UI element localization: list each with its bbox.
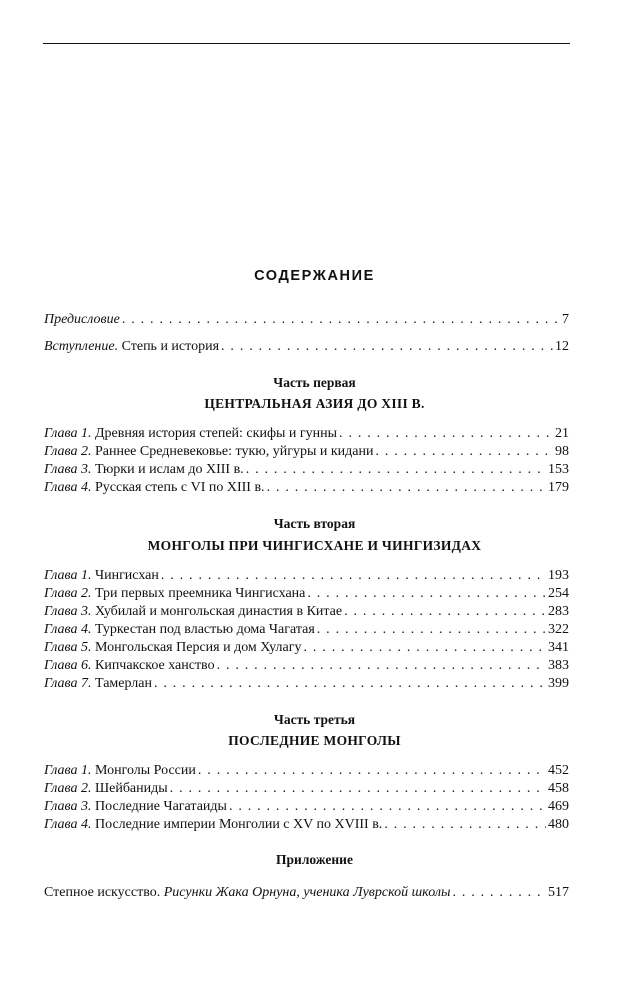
toc-entry-chapter[interactable]: [44, 443, 569, 461]
toc-entry-chapter[interactable]: [44, 621, 569, 639]
leader-dots: [221, 338, 553, 356]
leader-dots: [170, 780, 546, 798]
page-number: 452: [548, 763, 569, 778]
chapter-label: Глава 4.: [44, 480, 92, 495]
page-number: 153: [548, 462, 569, 477]
page-number: 12: [555, 339, 569, 354]
part-1-title: ЦЕНТРАЛЬНАЯ АЗИЯ ДО XIII В.: [204, 396, 425, 411]
chapter-title: Тамерлан: [94, 676, 152, 691]
entry-text: Степь и история: [118, 339, 220, 354]
chapter-label: Глава 7.: [44, 676, 92, 691]
chapter-label: Глава 2.: [44, 781, 92, 796]
page-number: 341: [548, 640, 569, 655]
header-rule: [43, 43, 570, 44]
chapter-label: Глава 1.: [44, 763, 92, 778]
chapter-title: Древняя история степей: скифы и гунны: [94, 426, 338, 441]
leader-dots: [384, 816, 546, 834]
part-2-label: Часть вторая: [273, 516, 356, 531]
page-number: 98: [555, 444, 569, 459]
page-number: 399: [548, 676, 569, 691]
leader-dots: [246, 461, 546, 479]
chapter-label: Глава 2.: [44, 444, 92, 459]
toc-entry-chapter[interactable]: [44, 461, 569, 479]
chapter-title: Тюрки и ислам до XIII в.: [94, 462, 244, 477]
toc-entry-preface[interactable]: [44, 311, 569, 329]
chapter-label: Глава 3.: [44, 604, 92, 619]
chapter-label: Глава 4.: [44, 622, 92, 637]
toc-entry-introduction[interactable]: [44, 338, 569, 356]
chapter-title: Шейбаниды: [94, 781, 168, 796]
leader-dots: [267, 479, 546, 497]
chapter-title: Последние Чагатаиды: [94, 799, 227, 814]
toc-entry-chapter[interactable]: [44, 657, 569, 675]
chapter-title: Монгольская Персия и дом Хулагу: [94, 640, 302, 655]
chapter-label: Глава 2.: [44, 586, 92, 601]
toc-entry-chapter[interactable]: [44, 567, 569, 585]
leader-dots: [317, 621, 546, 639]
entry-label: Вступление.: [44, 339, 119, 354]
page-number: 193: [548, 568, 569, 583]
appendix-text: Степное искусство.: [44, 885, 161, 900]
toc-entry-chapter[interactable]: [44, 639, 569, 657]
appendix-italic-text: Рисунки Жака Орнуна, ученика Луврской школы: [163, 885, 451, 900]
chapter-title: Раннее Средневековье: тукю, уйгуры и кидани: [94, 444, 374, 459]
leader-dots: [304, 639, 547, 657]
toc-entry-chapter[interactable]: [44, 479, 569, 497]
chapter-label: Глава 4.: [44, 817, 92, 832]
toc-entry-chapter[interactable]: [44, 816, 569, 834]
page-number: 322: [548, 622, 569, 637]
chapter-title: Чингисхан: [94, 568, 159, 583]
leader-dots: [161, 567, 546, 585]
page-number: 283: [548, 604, 569, 619]
toc-entry-chapter[interactable]: [44, 425, 569, 443]
chapter-title: Последние империи Монголии с XV по XVIII в.: [94, 817, 383, 832]
leader-dots: [339, 425, 553, 443]
leader-dots: [375, 443, 553, 461]
chapter-title: Туркестан под властью дома Чагатая: [94, 622, 315, 637]
leader-dots: [307, 585, 546, 603]
toc-entry-chapter[interactable]: [44, 762, 569, 780]
leader-dots: [229, 798, 546, 816]
part-3-title: ПОСЛЕДНИЕ МОНГОЛЫ: [228, 733, 401, 748]
part-1-label: Часть первая: [273, 375, 356, 390]
chapter-title: Монголы России: [94, 763, 196, 778]
leader-dots: [154, 675, 546, 693]
page-number: 517: [548, 885, 569, 900]
page-number: 21: [555, 426, 569, 441]
chapter-title: Хубилай и монгольская династия в Китае: [94, 604, 343, 619]
leader-dots: [452, 884, 546, 902]
leader-dots: [217, 657, 546, 675]
chapter-title: Русская степь с VI по XIII в.: [94, 480, 265, 495]
leader-dots: [122, 311, 560, 329]
page-title: СОДЕРЖАНИЕ: [254, 268, 375, 284]
chapter-label: Глава 3.: [44, 799, 92, 814]
part-2-title: МОНГОЛЫ ПРИ ЧИНГИСХАНЕ И ЧИНГИЗИДАХ: [147, 538, 482, 553]
entry-label: Предисловие: [44, 312, 120, 327]
page-number: 254: [548, 586, 569, 601]
chapter-label: Глава 3.: [44, 462, 92, 477]
chapter-label: Глава 1.: [44, 568, 92, 583]
page-number: 458: [548, 781, 569, 796]
chapter-title: Три первых преемника Чингисхана: [94, 586, 306, 601]
toc-entry-chapter[interactable]: [44, 603, 569, 621]
page-number: 480: [548, 817, 569, 832]
chapter-title: Кипчакское ханство: [94, 658, 215, 673]
appendix-label: Приложение: [276, 852, 353, 867]
toc-entry-chapter[interactable]: [44, 780, 569, 798]
leader-dots: [198, 762, 546, 780]
page-number: 469: [548, 799, 569, 814]
toc-entry-chapter[interactable]: [44, 675, 569, 693]
leader-dots: [344, 603, 546, 621]
part-3-label: Часть третья: [273, 712, 356, 727]
toc-entry-chapter[interactable]: [44, 585, 569, 603]
chapter-label: Глава 5.: [44, 640, 92, 655]
toc-entry-chapter[interactable]: [44, 798, 569, 816]
page-number: 383: [548, 658, 569, 673]
chapter-label: Глава 6.: [44, 658, 92, 673]
chapter-label: Глава 1.: [44, 426, 92, 441]
toc-entry-appendix[interactable]: [44, 884, 569, 902]
page-number: 7: [562, 312, 569, 327]
page-number: 179: [548, 480, 569, 495]
